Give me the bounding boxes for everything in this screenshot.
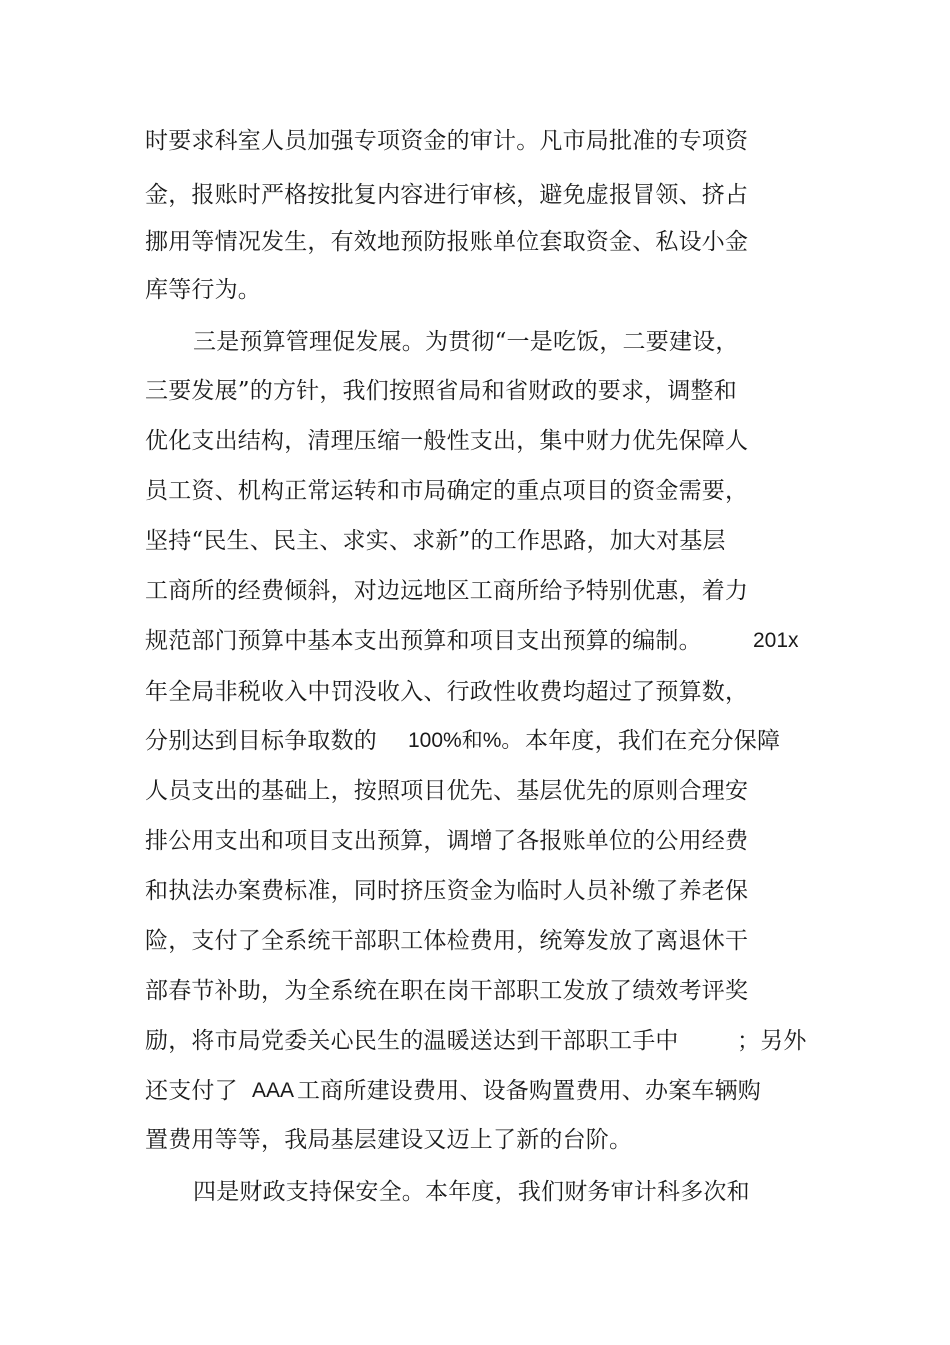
text-line: 分别达到目标争取数的	[145, 728, 377, 754]
text-line: 工商所建设费用、设备购置费用、办案车辆购	[297, 1078, 761, 1104]
text-line: 时要求科室人员加强专项资金的审计。凡市局批准的专项资	[145, 128, 749, 154]
text-line: 人员支出的基础上，按照项目优先、基层优先的原则合理安	[145, 778, 749, 804]
text-line: 挪用等情况发生，有效地预防报账单位套取资金、私设小金	[145, 229, 749, 255]
text-line: 置费用等等，我局基层建设又迈上了新的台阶。	[145, 1127, 633, 1153]
text-line: 金，报账时严格按批复内容进行审核，避免虚报冒领、挤占	[145, 182, 749, 208]
paragraph-start-line: 三是预算管理促发展。为贯彻“一是吃饭，二要建设，	[193, 329, 739, 355]
text-line: 部春节补助，为全系统在职在岗干部职工发放了绩效考评奖	[145, 978, 749, 1004]
text-line: 库等行为。	[145, 277, 261, 303]
text-line: 三要发展”的方针，我们按照省局和省财政的要求，调整和	[145, 378, 737, 404]
text-line: 还支付了	[145, 1078, 238, 1104]
aaa-text: AAA	[252, 1079, 295, 1102]
text-line: ；另外	[737, 1028, 807, 1054]
paragraph-start-line: 四是财政支持保安全。本年度，我们财务审计科多次和	[193, 1179, 750, 1205]
text-line: 优化支出结构，清理压缩一般性支出，集中财力优先保障人	[145, 428, 749, 454]
text-line: 坚持“民生、民主、求实、求新”的工作思路，加大对基层	[145, 528, 726, 554]
text-line: 励，将市局党委关心民生的温暖送达到干部职工手中	[145, 1028, 679, 1054]
text-line: 规范部门预算中基本支出预算和项目支出预算的编制。	[145, 628, 702, 654]
text-line: 险，支付了全系统干部职工体检费用，统筹发放了离退休干	[145, 928, 749, 954]
percent-text: 100%和%。	[408, 729, 523, 752]
text-line: 本年度，我们在充分保障	[525, 728, 781, 754]
text-line: 员工资、机构正常运转和市局确定的重点项目的资金需要，	[145, 478, 749, 504]
year-text: 201x	[753, 629, 799, 652]
text-line: 工商所的经费倾斜，对边远地区工商所给予特别优惠，着力	[145, 578, 749, 604]
text-line: 年全局非税收入中罚没收入、行政性收费均超过了预算数，	[145, 679, 749, 705]
text-line: 排公用支出和项目支出预算，调增了各报账单位的公用经费	[145, 828, 749, 854]
text-line: 和执法办案费标准，同时挤压资金为临时人员补缴了养老保	[145, 878, 749, 904]
